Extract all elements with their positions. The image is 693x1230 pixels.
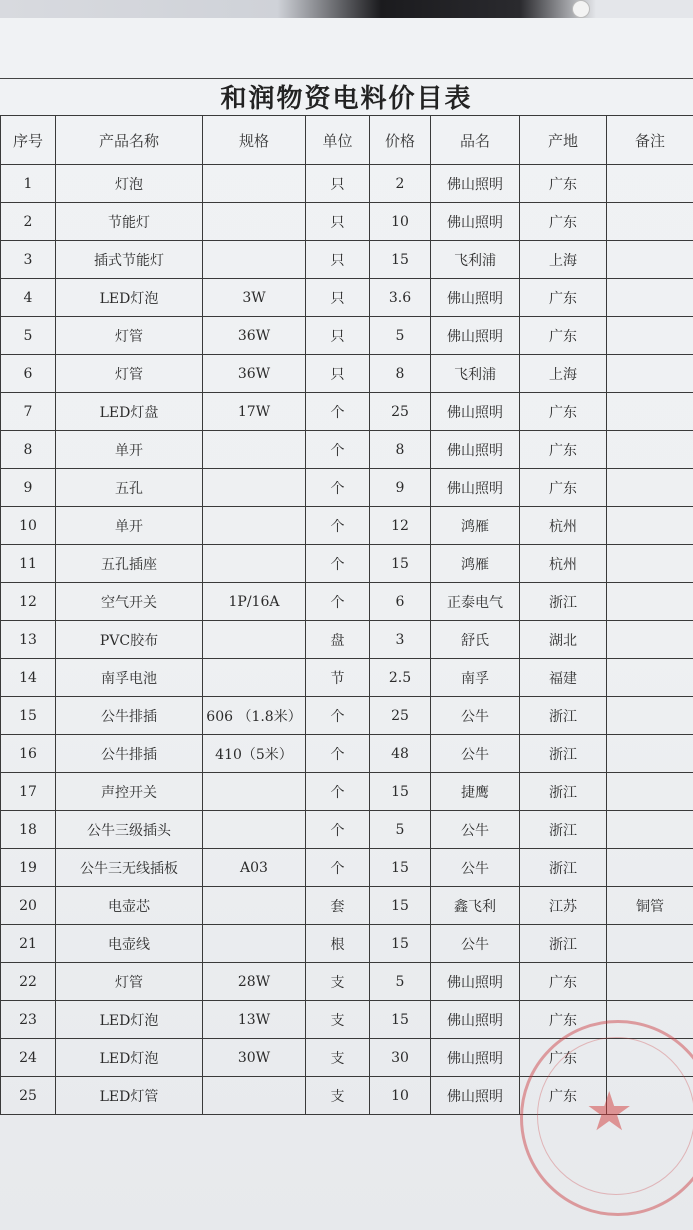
cell-spec [203,469,306,507]
cell-seq: 2 [1,203,56,241]
cell-product-name: 单开 [56,431,203,469]
cell-unit: 支 [306,1001,370,1039]
cell-remark [607,469,693,507]
cell-seq: 3 [1,241,56,279]
table-row [1,317,693,355]
cell-brand: 佛山照明 [431,393,520,431]
cell-origin: 杭州 [520,545,607,583]
cell-price: 15 [370,887,431,925]
cell-seq: 12 [1,583,56,621]
cell-product-name: 公牛三级插头 [56,811,203,849]
cell-product-name: LED灯泡 [56,1001,203,1039]
cell-seq: 6 [1,355,56,393]
cell-product-name: 空气开关 [56,583,203,621]
cell-product-name: LED灯盘 [56,393,203,431]
cell-price: 2 [370,165,431,203]
cell-price: 3.6 [370,279,431,317]
cell-unit: 支 [306,963,370,1001]
cell-brand: 公牛 [431,849,520,887]
table-row [1,279,693,317]
cell-price: 15 [370,925,431,963]
cell-seq: 22 [1,963,56,1001]
cell-remark [607,279,693,317]
cell-origin: 广东 [520,279,607,317]
cell-seq: 24 [1,1039,56,1077]
cell-unit: 只 [306,203,370,241]
cell-brand: 佛山照明 [431,963,520,1001]
cell-unit: 个 [306,545,370,583]
table-row [1,811,693,849]
cell-seq: 16 [1,735,56,773]
cell-spec: 36W [203,355,306,393]
table-row [1,355,693,393]
cell-price: 15 [370,545,431,583]
cell-remark [607,925,693,963]
cell-remark [607,241,693,279]
cell-unit: 支 [306,1039,370,1077]
header-origin: 产地 [520,116,607,165]
cell-seq: 14 [1,659,56,697]
header-remark: 备注 [607,116,693,165]
header-price: 价格 [370,116,431,165]
cell-spec: 13W [203,1001,306,1039]
table-row [1,203,693,241]
cell-remark [607,583,693,621]
cell-brand: 鸿雁 [431,545,520,583]
cell-brand: 佛山照明 [431,317,520,355]
cell-unit: 个 [306,507,370,545]
cell-product-name: 灯管 [56,355,203,393]
cell-product-name: 公牛三无线插板 [56,849,203,887]
cell-remark [607,431,693,469]
cell-origin: 杭州 [520,507,607,545]
cell-brand: 佛山照明 [431,1001,520,1039]
header-unit: 单位 [306,116,370,165]
cell-price: 15 [370,1001,431,1039]
header-spec: 规格 [203,116,306,165]
table-row [1,165,693,203]
cell-product-name: 公牛排插 [56,697,203,735]
cell-spec [203,925,306,963]
cell-origin: 广东 [520,1077,607,1115]
cell-remark: 铜管 [607,887,693,925]
cell-brand: 鸿雁 [431,507,520,545]
cell-seq: 25 [1,1077,56,1115]
cell-seq: 10 [1,507,56,545]
cell-product-name: 五孔插座 [56,545,203,583]
cell-unit: 只 [306,355,370,393]
table-row [1,1001,693,1039]
cell-brand: 鑫飞利 [431,887,520,925]
cell-unit: 只 [306,165,370,203]
cell-brand: 公牛 [431,735,520,773]
cell-spec: A03 [203,849,306,887]
cell-seq: 11 [1,545,56,583]
cell-remark [607,963,693,1001]
cell-unit: 个 [306,431,370,469]
table-row [1,925,693,963]
cell-seq: 20 [1,887,56,925]
cell-unit: 只 [306,279,370,317]
cell-remark [607,697,693,735]
cell-spec: 410（5米） [203,735,306,773]
table-row [1,1039,693,1077]
cell-unit: 盘 [306,621,370,659]
cell-seq: 15 [1,697,56,735]
cell-remark [607,393,693,431]
cell-origin: 广东 [520,963,607,1001]
pin-hole-icon [572,0,590,18]
cell-spec [203,1077,306,1115]
cell-spec [203,203,306,241]
table-row [1,887,693,925]
cell-remark [607,659,693,697]
cell-spec [203,431,306,469]
cell-origin: 浙江 [520,849,607,887]
cell-unit: 个 [306,811,370,849]
cell-spec: 30W [203,1039,306,1077]
cell-brand: 佛山照明 [431,1039,520,1077]
cell-brand: 佛山照明 [431,279,520,317]
cell-brand: 佛山照明 [431,1077,520,1115]
cell-product-name: 插式节能灯 [56,241,203,279]
cell-origin: 浙江 [520,773,607,811]
table-row [1,241,693,279]
table-row [1,469,693,507]
cell-price: 25 [370,697,431,735]
cell-brand: 佛山照明 [431,469,520,507]
cell-spec: 606 （1.8米） [203,697,306,735]
cell-product-name: 节能灯 [56,203,203,241]
cell-product-name: 五孔 [56,469,203,507]
cell-brand: 飞利浦 [431,355,520,393]
cell-price: 10 [370,203,431,241]
cell-product-name: 声控开关 [56,773,203,811]
cell-spec [203,811,306,849]
cell-origin: 浙江 [520,583,607,621]
cell-price: 6 [370,583,431,621]
cell-seq: 5 [1,317,56,355]
cell-seq: 13 [1,621,56,659]
cell-seq: 9 [1,469,56,507]
cell-brand: 正泰电气 [431,583,520,621]
cell-spec: 28W [203,963,306,1001]
cell-origin: 浙江 [520,925,607,963]
cell-origin: 上海 [520,241,607,279]
cell-price: 8 [370,431,431,469]
cell-remark [607,1077,693,1115]
cell-origin: 上海 [520,355,607,393]
cell-spec [203,241,306,279]
header-row [1,116,693,165]
cell-brand: 佛山照明 [431,431,520,469]
cell-price: 5 [370,963,431,1001]
cell-product-name: LED灯泡 [56,279,203,317]
table-row [1,621,693,659]
cell-product-name: 单开 [56,507,203,545]
table-row [1,1077,693,1115]
cell-brand: 公牛 [431,811,520,849]
table-row [1,507,693,545]
cell-seq: 17 [1,773,56,811]
cell-price: 5 [370,317,431,355]
cell-origin: 江苏 [520,887,607,925]
cell-unit: 个 [306,697,370,735]
star-icon: ★ [585,1080,634,1143]
table-row [1,849,693,887]
cell-product-name: 灯管 [56,963,203,1001]
cell-price: 48 [370,735,431,773]
cell-product-name: 电壶芯 [56,887,203,925]
cell-price: 15 [370,849,431,887]
cell-remark [607,811,693,849]
cell-unit: 支 [306,1077,370,1115]
cell-brand: 捷鹰 [431,773,520,811]
cell-product-name: 南孚电池 [56,659,203,697]
cell-origin: 浙江 [520,697,607,735]
cell-remark [607,773,693,811]
cell-remark [607,165,693,203]
cell-price: 2.5 [370,659,431,697]
cell-origin: 浙江 [520,811,607,849]
cell-price: 5 [370,811,431,849]
cell-price: 8 [370,355,431,393]
cell-origin: 浙江 [520,735,607,773]
cell-spec: 3W [203,279,306,317]
cell-seq: 23 [1,1001,56,1039]
cell-unit: 个 [306,583,370,621]
cell-price: 9 [370,469,431,507]
table-row [1,659,693,697]
cell-spec: 36W [203,317,306,355]
cell-seq: 8 [1,431,56,469]
cell-remark [607,735,693,773]
cell-brand: 公牛 [431,697,520,735]
table-row [1,697,693,735]
cell-price: 10 [370,1077,431,1115]
cell-spec: 1P/16A [203,583,306,621]
cell-spec [203,887,306,925]
cell-product-name: 电壶线 [56,925,203,963]
table-row [1,393,693,431]
cell-price: 3 [370,621,431,659]
cell-brand: 公牛 [431,925,520,963]
cell-price: 30 [370,1039,431,1077]
cell-seq: 18 [1,811,56,849]
cell-price: 15 [370,773,431,811]
cell-remark [607,507,693,545]
cell-product-name: LED灯管 [56,1077,203,1115]
cell-unit: 个 [306,469,370,507]
cell-brand: 南孚 [431,659,520,697]
cell-origin: 广东 [520,1039,607,1077]
cell-remark [607,317,693,355]
cell-brand: 飞利浦 [431,241,520,279]
cell-seq: 19 [1,849,56,887]
cell-product-name: 公牛排插 [56,735,203,773]
cell-price: 15 [370,241,431,279]
header-seq: 序号 [1,116,56,165]
page-title: 和润物资电料价目表 [220,84,473,114]
cell-seq: 1 [1,165,56,203]
cell-price: 12 [370,507,431,545]
cell-unit: 只 [306,241,370,279]
table-row [1,545,693,583]
cell-spec: 17W [203,393,306,431]
cell-remark [607,621,693,659]
cell-unit: 根 [306,925,370,963]
cell-unit: 个 [306,773,370,811]
cell-unit: 个 [306,849,370,887]
cell-price: 25 [370,393,431,431]
cell-origin: 广东 [520,203,607,241]
cell-origin: 湖北 [520,621,607,659]
cell-spec [203,545,306,583]
cell-brand: 舒氏 [431,621,520,659]
cell-spec [203,773,306,811]
cell-remark [607,849,693,887]
table-row [1,735,693,773]
cell-spec [203,621,306,659]
cell-spec [203,659,306,697]
cell-origin: 广东 [520,1001,607,1039]
cell-spec [203,165,306,203]
cell-origin: 广东 [520,431,607,469]
cell-product-name: 灯泡 [56,165,203,203]
cell-seq: 7 [1,393,56,431]
cell-unit: 只 [306,317,370,355]
table-body [1,165,693,1115]
cell-unit: 套 [306,887,370,925]
cell-unit: 个 [306,393,370,431]
table-row [1,431,693,469]
cell-origin: 广东 [520,469,607,507]
cell-spec [203,507,306,545]
cell-origin: 广东 [520,317,607,355]
cell-unit: 个 [306,735,370,773]
table-row [1,773,693,811]
cell-brand: 佛山照明 [431,203,520,241]
cell-product-name: PVC胶布 [56,621,203,659]
cell-product-name: LED灯泡 [56,1039,203,1077]
cell-remark [607,1001,693,1039]
cell-seq: 4 [1,279,56,317]
cell-origin: 福建 [520,659,607,697]
table-row [1,583,693,621]
cell-brand: 佛山照明 [431,165,520,203]
cell-remark [607,203,693,241]
cell-seq: 21 [1,925,56,963]
cell-unit: 节 [306,659,370,697]
cell-remark [607,545,693,583]
table-row [1,963,693,1001]
cell-origin: 广东 [520,393,607,431]
price-table [0,115,693,1115]
cell-remark [607,355,693,393]
cell-origin: 广东 [520,165,607,203]
cell-product-name: 灯管 [56,317,203,355]
cell-remark [607,1039,693,1077]
header-brand: 品名 [431,116,520,165]
header-product-name: 产品名称 [56,116,203,165]
